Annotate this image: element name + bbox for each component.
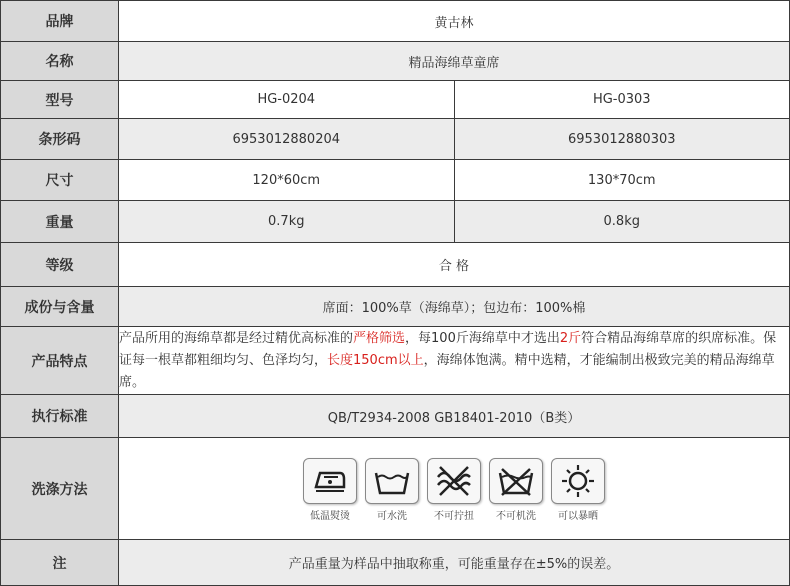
care-item-iron bbox=[303, 458, 357, 522]
features-highlight-strict: 严格筛选 bbox=[353, 330, 406, 346]
features-text-4: ，海绵体饱满。精中选精，才能编制出极致完美的精品海绵草席。 bbox=[119, 352, 775, 390]
value-weight-b: 0.8kg bbox=[454, 201, 790, 243]
no-wring-icon bbox=[427, 458, 481, 504]
label-composition: 成份与含量 bbox=[1, 287, 119, 327]
care-caption-sun: 可以暴晒 bbox=[558, 510, 598, 522]
value-standard: QB/T2934-2008 GB18401-2010（B类） bbox=[119, 395, 790, 438]
label-wash: 洗涤方法 bbox=[1, 438, 119, 540]
features-text-2: ，每100斤海绵草中才选出 bbox=[405, 330, 560, 346]
care-item-no-machine bbox=[489, 458, 543, 522]
value-wash bbox=[119, 438, 790, 540]
features-text-3: 符合精品海绵草席的织席标准。保证每一根草都粗细均匀、色泽均匀， bbox=[119, 330, 777, 368]
label-name: 名称 bbox=[1, 42, 119, 81]
value-size-a: 120*60cm bbox=[119, 160, 455, 201]
care-caption-no-machine: 不可机洗 bbox=[496, 510, 536, 522]
care-caption-no-wring: 不可拧扭 bbox=[434, 510, 474, 522]
row-model bbox=[1, 81, 790, 119]
value-model-b: HG-0303 bbox=[454, 81, 790, 119]
care-item-no-wring bbox=[427, 458, 481, 522]
row-weight bbox=[1, 201, 790, 243]
row-name bbox=[1, 42, 790, 81]
row-barcode bbox=[1, 119, 790, 160]
care-caption-iron: 低温熨烫 bbox=[310, 510, 350, 522]
label-features: 产品特点 bbox=[1, 327, 119, 395]
value-weight-a: 0.7kg bbox=[119, 201, 455, 243]
row-brand bbox=[1, 1, 790, 42]
care-item-washable bbox=[365, 458, 419, 522]
label-brand: 品牌 bbox=[1, 1, 119, 42]
value-name: 精品海绵草童席 bbox=[119, 42, 790, 81]
row-wash bbox=[1, 438, 790, 540]
value-brand: 黄古林 bbox=[119, 1, 790, 42]
value-features bbox=[119, 327, 790, 395]
label-weight: 重量 bbox=[1, 201, 119, 243]
value-composition: 席面：100%草（海绵草）；包边布：100%棉 bbox=[119, 287, 790, 327]
label-grade: 等级 bbox=[1, 243, 119, 287]
features-highlight-weight: 2斤 bbox=[559, 330, 582, 346]
row-composition bbox=[1, 287, 790, 327]
label-standard: 执行标准 bbox=[1, 395, 119, 438]
row-note bbox=[1, 540, 790, 586]
value-barcode-a: 6953012880204 bbox=[119, 119, 455, 160]
label-note: 注 bbox=[1, 540, 119, 586]
no-machine-wash-icon bbox=[489, 458, 543, 504]
features-highlight-length: 长度150cm以上 bbox=[327, 352, 424, 368]
sun-dry-icon bbox=[551, 458, 605, 504]
care-icons bbox=[119, 456, 789, 522]
row-grade bbox=[1, 243, 790, 287]
row-size bbox=[1, 160, 790, 201]
care-item-sun bbox=[551, 458, 605, 522]
care-caption-washable: 可水洗 bbox=[377, 510, 407, 522]
label-barcode: 条形码 bbox=[1, 119, 119, 160]
row-features bbox=[1, 327, 790, 395]
label-size: 尺寸 bbox=[1, 160, 119, 201]
washable-icon bbox=[365, 458, 419, 504]
value-barcode-b: 6953012880303 bbox=[454, 119, 790, 160]
low-temp-iron-icon bbox=[303, 458, 357, 504]
row-standard bbox=[1, 395, 790, 438]
value-grade: 合 格 bbox=[119, 243, 790, 287]
label-model: 型号 bbox=[1, 81, 119, 119]
value-model-a: HG-0204 bbox=[119, 81, 455, 119]
value-size-b: 130*70cm bbox=[454, 160, 790, 201]
value-note: 产品重量为样品中抽取称重，可能重量存在±5%的误差。 bbox=[119, 540, 790, 586]
features-text-1: 产品所用的海绵草都是经过精优高标准的 bbox=[119, 330, 354, 346]
